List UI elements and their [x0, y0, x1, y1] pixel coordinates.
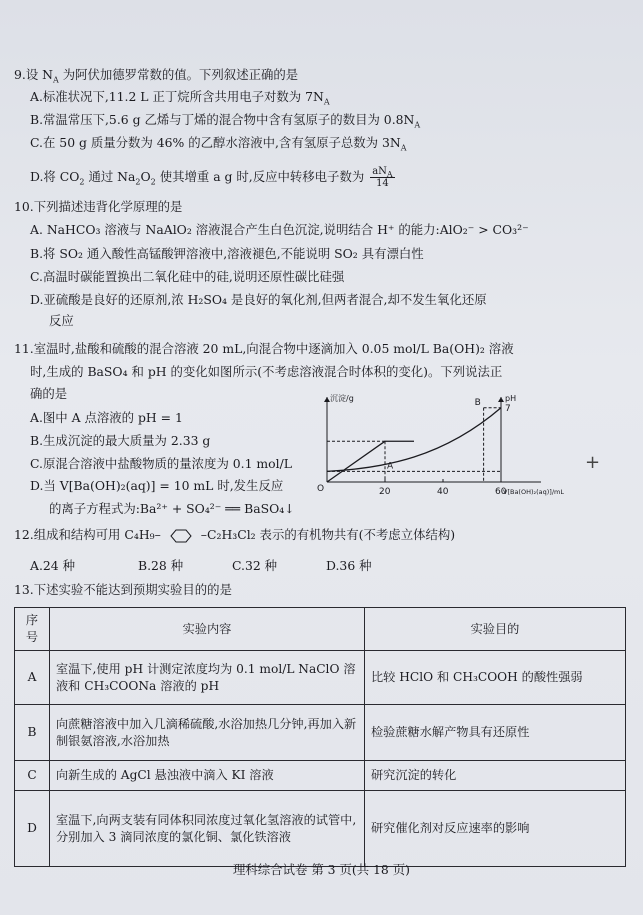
ph-tick-label: 7: [505, 403, 511, 414]
q11-option-d: D.当 V[Ba(OH)₂(aq)] = 10 mL 时,发生反应: [30, 478, 284, 493]
precipitate-series-line: [327, 441, 414, 482]
y-axis-right-arrow: [498, 397, 504, 402]
point-a-label: A: [387, 461, 394, 472]
page-footer: 理科综合试卷 第 3 页(共 18 页): [233, 862, 410, 877]
q11-stem-3: 确的是: [30, 386, 68, 401]
q11-option-c: C.原混合溶液中盐酸物质的量浓度为 0.1 mol/L: [30, 456, 292, 471]
x-axis-label: V[Ba(OH)₂(aq)]/mL: [503, 488, 564, 496]
q11-option-d-cont: 的离子方程式为:Ba²⁺ + SO₄²⁻ ══ BaSO₄↓: [49, 501, 295, 516]
row-content: 室温下,使用 pH 计测定浓度均为 0.1 mol/L NaClO 溶液和 CH₃COONa 溶液的 pH: [50, 651, 365, 705]
q10-option-a: A. NaHCO₃ 溶液与 NaAlO₂ 溶液混合产生白色沉淀,说明结合 H⁺ 的能力:AlO₂⁻ > CO₃²⁻: [30, 222, 529, 237]
table-header-row: [15, 608, 626, 651]
q10-option-d: D.亚硫酸是良好的还原剂,浓 H₂SO₄ 是良好的氧化剂,但两者混合,却不发生氧化还原: [30, 292, 487, 307]
benzene-ring-icon: [163, 529, 199, 543]
q12-option-b: B.28 种: [138, 558, 184, 573]
q11-option-b: B.生成沉淀的最大质量为 2.33 g: [30, 433, 211, 448]
q10-option-b: B.将 SO₂ 通入酸性高锰酸钾溶液中,溶液褪色,不能说明 SO₂ 具有漂白性: [30, 246, 424, 261]
header-purpose: 实验目的: [365, 608, 626, 651]
precipitate-ph-chart: [313, 385, 564, 510]
row-id: C: [15, 761, 50, 791]
q10-option-c: C.高温时碳能置换出二氧化硅中的硅,说明还原性碳比硅强: [30, 269, 345, 284]
header-id: 序号: [15, 608, 50, 651]
row-id: B: [15, 705, 50, 761]
row-content: 向蔗糖溶液中加入几滴稀硫酸,水浴加热几分钟,再加入新制银氨溶液,水浴加热: [50, 705, 365, 761]
table-row: [15, 761, 626, 791]
q12-option-c: C.32 种: [232, 558, 278, 573]
row-content: 室温下,向两支装有同体积同浓度过氧化氢溶液的试管中,分别加入 3 滴同浓度的氯化铜、氯化铁溶液: [50, 791, 365, 867]
ph-series-curve: [327, 408, 501, 472]
q10-option-d-cont: 反应: [49, 313, 74, 328]
row-id: A: [15, 651, 50, 705]
fraction: $\frac{aN_A}{14}$: [372, 166, 393, 189]
q12-option-a: A.24 种: [30, 558, 75, 573]
row-id: D: [15, 791, 50, 867]
q11-stem-2: 时,生成的 BaSO₄ 和 pH 的变化如图所示(不考虑溶液混合时体积的变化)。下列说法正: [30, 364, 503, 379]
q9-option-c: C.在 50 g 质量分数为 46% 的乙醇水溶液中,含有氢原子总数为 $3N_A$: [30, 135, 407, 153]
table-row: [15, 651, 626, 705]
row-purpose: 研究沉淀的转化: [365, 761, 626, 791]
y-axis-right-label: pH: [505, 394, 517, 403]
table-row: [15, 705, 626, 761]
experiment-table: [14, 607, 626, 867]
q9-stem: 9.设 $N_A$ 为阿伏加德罗常数的值。下列叙述正确的是: [14, 67, 299, 85]
origin-label: O: [317, 484, 325, 494]
y-axis-left-label: 沉淀/g: [330, 394, 354, 403]
x-tick-label: 40: [437, 487, 449, 497]
q11-stem-1: 11.室温时,盐酸和硫酸的混合溶液 20 mL,向混合物中逐滴加入 0.05 mol/L Ba(OH)₂ 溶液: [14, 341, 514, 356]
x-tick-label: 20: [379, 487, 391, 497]
row-purpose: 研究催化剂对反应速率的影响: [365, 791, 626, 867]
point-b-label: B: [474, 397, 481, 408]
q12-stem: 12.组成和结构可用 C₄H₉– –C₂H₃Cl₂ 表示的有机物共有(不考虑立体结构): [14, 527, 456, 542]
q9-option-a: A.标准状况下,11.2 L 正丁烷所含共用电子对数为 $7N_A$: [30, 89, 330, 107]
q13-stem: 13.下述实验不能达到预期实验目的的是: [14, 582, 232, 597]
crosshair-mark: +: [585, 452, 601, 473]
header-content: 实验内容: [50, 608, 365, 651]
table-row: [15, 791, 626, 867]
q12-option-d: D.36 种: [326, 558, 372, 573]
q11-option-a: A.图中 A 点溶液的 pH = 1: [30, 410, 183, 425]
q9-option-b: B.常温常压下,5.6 g 乙烯与丁烯的混合物中含有氢原子的数目为 $0.8N_A$: [30, 112, 421, 130]
q10-stem: 10.下列描述违背化学原理的是: [14, 199, 183, 214]
row-purpose: 检验蔗糖水解产物具有还原性: [365, 705, 626, 761]
row-purpose: 比较 HClO 和 CH₃COOH 的酸性强弱: [365, 651, 626, 705]
row-content: 向新生成的 AgCl 悬浊液中滴入 KI 溶液: [50, 761, 365, 791]
x-tick-label: 60: [495, 487, 507, 497]
q9-option-d: D.将 $CO_2$ 通过 $Na_2O_2$ 使其增重 a g 时,反应中转移电子数为 $\frac{aN_A}{14}$: [30, 166, 393, 189]
